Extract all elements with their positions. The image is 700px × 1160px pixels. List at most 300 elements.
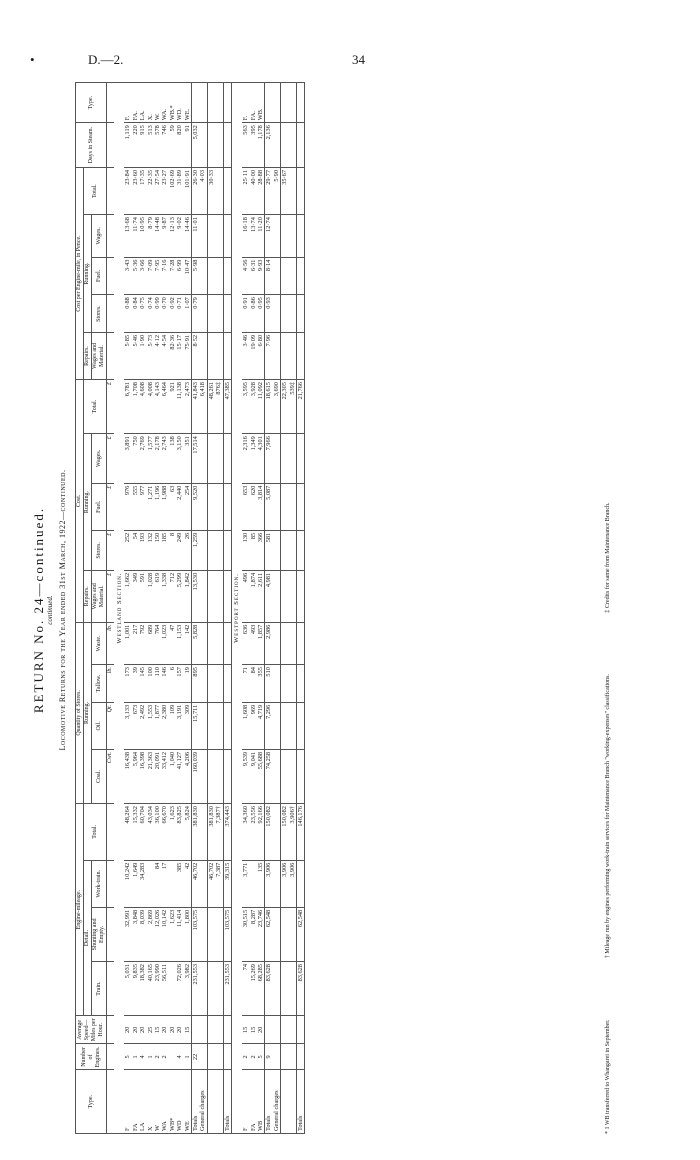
table-cell: 3,690 xyxy=(273,380,281,434)
table-cell: 673 xyxy=(132,702,139,749)
table-cell: 20 xyxy=(132,1016,139,1044)
row-type: WD. xyxy=(176,83,183,123)
table-cell: 3·66 xyxy=(139,257,146,295)
row-label: Totals xyxy=(192,1070,200,1134)
table-cell: 977 xyxy=(139,483,146,530)
table-cell: 72,026 xyxy=(176,962,183,1016)
table-cell: 0·70 xyxy=(161,295,168,333)
table-cell: 0·92 xyxy=(169,295,176,333)
table-cell xyxy=(215,907,223,961)
table-cell xyxy=(199,1044,207,1070)
table-cell: 493 xyxy=(250,622,257,664)
table-row xyxy=(250,83,257,1134)
table-cell: 3,150 xyxy=(176,434,183,483)
table-cell: 41,843 xyxy=(192,380,200,434)
table-cell: 366 xyxy=(257,530,265,570)
waste-header: Waste. xyxy=(92,622,107,664)
unit-cell: lb. xyxy=(107,665,115,703)
table-cell: 34,360 xyxy=(242,804,249,861)
table-cell: 15,711 xyxy=(192,702,200,749)
shunting-header: Shunting and Empty. xyxy=(92,907,107,961)
table-cell: 9·93 xyxy=(257,257,265,295)
table-cell xyxy=(296,665,304,703)
table-cell xyxy=(273,860,281,907)
table-cell: 9·02 xyxy=(176,215,183,257)
table-cell xyxy=(273,749,281,803)
table-row xyxy=(147,83,154,1134)
table-cell xyxy=(199,804,207,861)
table-cell: 4,719 xyxy=(257,702,265,749)
table-cell: 513 xyxy=(147,123,154,168)
table-cell xyxy=(199,665,207,703)
table-cell: 15,332 xyxy=(132,804,139,861)
table-cell xyxy=(199,907,207,961)
row-type: LA. xyxy=(139,83,146,123)
rotated-table-page xyxy=(25,70,625,1150)
table-cell: 146 xyxy=(161,665,168,703)
table-cell xyxy=(223,570,231,622)
cpm-wages-header: Wages. xyxy=(92,215,107,257)
table-cell: 3·43 xyxy=(124,257,131,295)
table-cell: 25 xyxy=(147,1016,154,1044)
table-cell: 22,305 xyxy=(281,380,289,434)
table-cell xyxy=(273,962,281,1016)
table-cell: 1,623 xyxy=(169,907,176,961)
table-cell: 19·09 xyxy=(250,332,257,379)
table-cell xyxy=(199,123,207,168)
table-cell: 7·09 xyxy=(147,257,154,295)
table-cell xyxy=(289,530,297,570)
table-cell xyxy=(281,295,289,333)
table-cell: 193 xyxy=(139,530,146,570)
table-cell xyxy=(207,1016,215,1044)
table-cell: 619 xyxy=(154,570,161,622)
table-cell: 231,553 xyxy=(223,962,231,1016)
table-cell: 7·96 xyxy=(265,332,273,379)
table-cell: 620 xyxy=(250,483,257,530)
table-cell: 5,087 xyxy=(265,483,273,530)
table-cell: 1,271 xyxy=(147,483,154,530)
unit-cell: £ xyxy=(107,380,115,434)
average-speed-header: Average Speed—Miles per Hour. xyxy=(76,1016,107,1044)
table-cell xyxy=(273,257,281,295)
table-cell: 2,380 xyxy=(161,702,168,749)
table-cell: 35·67 xyxy=(281,168,289,215)
row-label: F xyxy=(124,1070,131,1134)
table-cell: 2,473 xyxy=(184,380,192,434)
table-cell xyxy=(281,483,289,530)
table-cell: 1,857 xyxy=(257,622,265,664)
table-cell: 9 xyxy=(265,1044,273,1070)
table-cell: 85 xyxy=(250,530,257,570)
table-cell xyxy=(289,168,297,215)
table-cell: 231,553 xyxy=(192,962,200,1016)
table-cell: 20,091 xyxy=(154,749,161,803)
table-cell: 764 xyxy=(154,622,161,664)
table-cell: 254 xyxy=(184,483,192,530)
row-label xyxy=(289,1070,297,1134)
table-cell: 1·90 xyxy=(139,332,146,379)
footnote-mileage: † Mileage run by engines performing work-train services for Maintenance Branch "working-expenses" classifications. xyxy=(605,674,611,959)
table-cell: 23,990 xyxy=(154,962,161,1016)
table-cell xyxy=(281,332,289,379)
table-cell: 41,127 xyxy=(176,749,183,803)
totals-row xyxy=(192,83,200,1134)
table-cell: 915 xyxy=(139,123,146,168)
table-cell: 3,982 xyxy=(184,962,192,1016)
table-cell: 19 xyxy=(184,665,192,703)
table-cell xyxy=(215,570,223,622)
unit-cell: lb. xyxy=(107,622,115,664)
table-cell xyxy=(289,434,297,483)
table-cell: 1,662 xyxy=(124,570,131,622)
table-cell: 22 xyxy=(192,1044,200,1070)
row-label: Totals xyxy=(296,1070,304,1134)
engine-mileage-header: Engine-mileage. xyxy=(76,804,84,1016)
table-cell xyxy=(281,702,289,749)
table-cell: 7·95 xyxy=(154,257,161,295)
table-cell: 60,704 xyxy=(139,804,146,861)
grand-totals-row xyxy=(296,83,304,1134)
table-cell xyxy=(296,1016,304,1044)
cpm-total-header: Total. xyxy=(84,168,107,215)
unit-cell xyxy=(107,860,115,907)
units-row xyxy=(107,83,115,1134)
table-cell: 4 xyxy=(139,1044,146,1070)
row-type: WB. xyxy=(257,83,265,123)
table-cell: 5·73 xyxy=(147,332,154,379)
table-cell: 6,781 xyxy=(124,380,131,434)
table-cell xyxy=(281,665,289,703)
table-cell xyxy=(281,1044,289,1070)
table-cell: 5,031 xyxy=(124,962,131,1016)
table-cell xyxy=(207,622,215,664)
work-train-header: Work-train. xyxy=(92,860,107,907)
table-cell: 7,966 xyxy=(265,434,273,483)
table-cell: 2 xyxy=(161,1044,168,1070)
unit-cell xyxy=(107,907,115,961)
table-cell: 2,178 xyxy=(154,434,161,483)
table-cell: 921 xyxy=(169,380,176,434)
table-cell xyxy=(281,257,289,295)
table-cell: 145 xyxy=(139,665,146,703)
unit-cell: £ xyxy=(107,483,115,530)
table-cell: 5·98 xyxy=(192,257,200,295)
table-cell: 374,443 xyxy=(223,804,231,861)
page-number: 34 xyxy=(352,52,365,67)
table-cell xyxy=(215,530,223,570)
table-cell: 135 xyxy=(257,860,265,907)
table-cell: 895 xyxy=(192,665,200,703)
table-cell: 0·93 xyxy=(265,295,273,333)
table-cell: 103,575 xyxy=(192,907,200,961)
table-cell: 11,092 xyxy=(257,380,265,434)
table-cell: 4 xyxy=(176,1044,183,1070)
table-cell xyxy=(281,215,289,257)
unit-cell xyxy=(107,1070,115,1134)
table-cell: 23·84 xyxy=(124,168,131,215)
table-row xyxy=(169,83,176,1134)
mileage-detail-header: Detail. xyxy=(84,860,92,1016)
table-cell: 59 xyxy=(169,123,176,168)
table-cell xyxy=(289,665,297,703)
table-cell: 0·88 xyxy=(124,295,131,333)
table-cell: 355 xyxy=(257,665,265,703)
table-cell: 146,176 xyxy=(296,804,304,861)
table-cell: 792 xyxy=(139,622,146,664)
table-cell: 220 xyxy=(132,123,139,168)
cost-repairs-header: Repairs. xyxy=(84,570,92,622)
table-cell: 2,869 xyxy=(147,907,154,961)
table-cell: 4·03 xyxy=(199,168,207,215)
table-cell: 20 xyxy=(161,1016,168,1044)
table-cell: 876‡ xyxy=(215,380,223,434)
cost-header: Cost. xyxy=(76,380,84,623)
table-cell: 8·79 xyxy=(147,215,154,257)
table-cell: 130 xyxy=(242,530,249,570)
table-cell: 5 xyxy=(124,1044,131,1070)
table-cell: 0·75 xyxy=(139,295,146,333)
table-cell: 5·46 xyxy=(132,332,139,379)
table-cell: 75·91 xyxy=(184,332,192,379)
row-label xyxy=(215,1070,223,1134)
table-cell: 68,285 xyxy=(257,962,265,1016)
table-cell xyxy=(199,570,207,622)
table-cell xyxy=(215,434,223,483)
table-cell xyxy=(223,749,231,803)
table-cell xyxy=(289,702,297,749)
table-cell: 92,166 xyxy=(257,804,265,861)
table-cell: 16,438 xyxy=(124,749,131,803)
table-cell: 9,835 xyxy=(132,962,139,1016)
locomotive-returns-table xyxy=(75,82,305,1134)
table-cell: 8,287 xyxy=(250,907,257,961)
table-cell: 42 xyxy=(184,860,192,907)
row-type xyxy=(199,83,207,123)
table-cell xyxy=(199,749,207,803)
table-cell: 82·36 xyxy=(169,332,176,379)
table-cell xyxy=(207,1044,215,1070)
table-cell: 25·11 xyxy=(242,168,249,215)
table-cell: 1,800 xyxy=(184,907,192,961)
table-cell: 252 xyxy=(124,530,131,570)
row-label: WB* xyxy=(169,1070,176,1134)
table-cell: 103,575 xyxy=(223,907,231,961)
table-cell: 1 xyxy=(184,1044,192,1070)
table-cell xyxy=(215,215,223,257)
table-cell xyxy=(289,1016,297,1044)
table-cell xyxy=(147,860,154,907)
section-heading: Westland Section. xyxy=(114,83,124,1134)
table-cell: 1,874 xyxy=(250,570,257,622)
table-cell xyxy=(296,1044,304,1070)
table-cell: 3,906 xyxy=(265,860,273,907)
row-type xyxy=(289,83,297,123)
table-cell: 39,315 xyxy=(223,860,231,907)
table-cell xyxy=(215,1016,223,1044)
row-type: WE. xyxy=(184,83,192,123)
quantity-of-stores-header: Quantity of Stores. xyxy=(76,622,84,803)
table-cell: 101·91 xyxy=(184,168,192,215)
table-cell xyxy=(199,434,207,483)
table-cell: 14·48 xyxy=(154,215,161,257)
table-cell: 74 xyxy=(242,962,249,1016)
general-charges-row xyxy=(273,83,281,1134)
table-cell xyxy=(207,749,215,803)
table-cell: 39 xyxy=(132,665,139,703)
table-cell: 3,133 xyxy=(124,702,131,749)
table-cell: 217 xyxy=(132,622,139,664)
table-cell: 9,520 xyxy=(192,483,200,530)
table-cell xyxy=(289,749,297,803)
table-cell: 29·77 xyxy=(265,168,273,215)
table-cell xyxy=(281,434,289,483)
table-cell: 62,548 xyxy=(296,907,304,961)
table-cell xyxy=(296,860,304,907)
unit-cell: Cwt. xyxy=(107,749,115,803)
general-charges-row xyxy=(199,83,207,1134)
table-cell: 8 xyxy=(169,530,176,570)
table-cell: 4,143 xyxy=(154,380,161,434)
row-type: F. xyxy=(242,83,249,123)
table-cell: 8·14 xyxy=(265,257,273,295)
table-cell xyxy=(169,860,176,907)
row-type: W. xyxy=(154,83,161,123)
table-cell: 6 xyxy=(169,665,176,703)
table-cell xyxy=(207,123,215,168)
table-cell: 109 xyxy=(169,702,176,749)
table-cell xyxy=(199,622,207,664)
table-cell: 11,414 xyxy=(176,907,183,961)
table-cell: 11·01 xyxy=(192,215,200,257)
table-cell: 3,191 xyxy=(176,702,183,749)
row-label: Totals xyxy=(223,1070,231,1134)
table-cell: 6,418 xyxy=(199,380,207,434)
table-cell xyxy=(207,907,215,961)
section-heading-row xyxy=(114,83,124,1134)
table-cell: 21,363 xyxy=(147,749,154,803)
table-cell: 23·27 xyxy=(161,168,168,215)
table-cell: 1,178 xyxy=(257,123,265,168)
section-heading-row xyxy=(232,83,243,1134)
table-cell: 591 xyxy=(139,570,146,622)
row-type xyxy=(265,83,273,123)
table-cell: 5,964 xyxy=(132,749,139,803)
table-cell: 1 xyxy=(132,1044,139,1070)
table-cell xyxy=(199,257,207,295)
table-cell: 40,165 xyxy=(147,962,154,1016)
table-cell: 309 xyxy=(184,702,192,749)
table-cell: 21,766 xyxy=(296,380,304,434)
table-cell: 20 xyxy=(169,1016,176,1044)
table-cell: 4,301 xyxy=(257,434,265,483)
table-cell: 555 xyxy=(132,483,139,530)
row-label xyxy=(281,1070,289,1134)
table-row xyxy=(257,83,265,1134)
table-cell: 0·84 xyxy=(132,295,139,333)
table-row xyxy=(242,83,249,1134)
table-cell: 1,338 xyxy=(161,570,168,622)
table-cell: 2,136 xyxy=(265,123,273,168)
table-cell xyxy=(273,123,281,168)
table-cell xyxy=(296,295,304,333)
table-cell xyxy=(296,622,304,664)
table-cell: 2,769 xyxy=(139,434,146,483)
table-cell: 7·16 xyxy=(161,257,168,295)
stores-running-header: Running. xyxy=(84,622,92,803)
table-cell: 13·74 xyxy=(250,215,257,257)
table-cell: 10,242 xyxy=(124,860,131,907)
row-type xyxy=(215,83,223,123)
table-cell xyxy=(199,215,207,257)
table-cell: 15·17 xyxy=(176,332,183,379)
table-cell xyxy=(289,570,297,622)
table-cell: 6·80 xyxy=(257,332,265,379)
table-cell xyxy=(207,215,215,257)
table-cell: 746 xyxy=(161,123,168,168)
table-cell xyxy=(296,257,304,295)
table-cell: 4,008 xyxy=(147,380,154,434)
table-cell: 63 xyxy=(169,483,176,530)
number-of-engines-header: Number of Engines. xyxy=(76,1044,107,1070)
table-cell xyxy=(215,1044,223,1070)
table-cell xyxy=(281,1016,289,1044)
row-label: WA xyxy=(161,1070,168,1134)
table-cell: 6·99 xyxy=(176,257,183,295)
table-cell: 1,001 xyxy=(124,622,131,664)
table-cell: 15,269 xyxy=(250,962,257,1016)
table-cell: 3,928 xyxy=(250,380,257,434)
table-cell: 3,848 xyxy=(132,907,139,961)
table-cell: 1,608 xyxy=(242,702,249,749)
table-cell: 8·52 xyxy=(192,332,200,379)
table-cell: 581 xyxy=(265,530,273,570)
table-row xyxy=(139,83,146,1134)
cpm-fuel-header: Fuel. xyxy=(92,257,107,295)
table-cell: 185 xyxy=(161,530,168,570)
table-cell xyxy=(199,530,207,570)
table-cell: 83,825 xyxy=(176,804,183,861)
table-cell: 47,385 xyxy=(223,380,231,434)
table-cell: 28·88 xyxy=(257,168,265,215)
unit-cell xyxy=(107,962,115,1016)
table-cell xyxy=(273,530,281,570)
table-cell xyxy=(273,1044,281,1070)
table-cell xyxy=(281,570,289,622)
table-cell xyxy=(215,257,223,295)
table-cell xyxy=(169,1044,176,1070)
table-cell xyxy=(265,1016,273,1044)
table-cell xyxy=(223,257,231,295)
table-cell: 6,464 xyxy=(161,380,168,434)
table-cell: 5·36 xyxy=(132,257,139,295)
unit-cell xyxy=(107,123,115,168)
table-cell xyxy=(223,530,231,570)
table-cell: 976 xyxy=(124,483,131,530)
table-cell xyxy=(215,123,223,168)
table-cell: 110 xyxy=(154,665,161,703)
table-cell xyxy=(199,1016,207,1044)
cost-stores-header: Stores. xyxy=(92,530,107,570)
table-cell xyxy=(289,1044,297,1070)
table-cell: 1,349 xyxy=(250,434,257,483)
table-cell: 17,514 xyxy=(192,434,200,483)
table-cell: 820 xyxy=(176,123,183,168)
table-cell: 2,611 xyxy=(257,570,265,622)
row-type xyxy=(207,83,215,123)
unit-cell: Qt. xyxy=(107,702,115,749)
table-cell: 3,906 xyxy=(289,860,297,907)
